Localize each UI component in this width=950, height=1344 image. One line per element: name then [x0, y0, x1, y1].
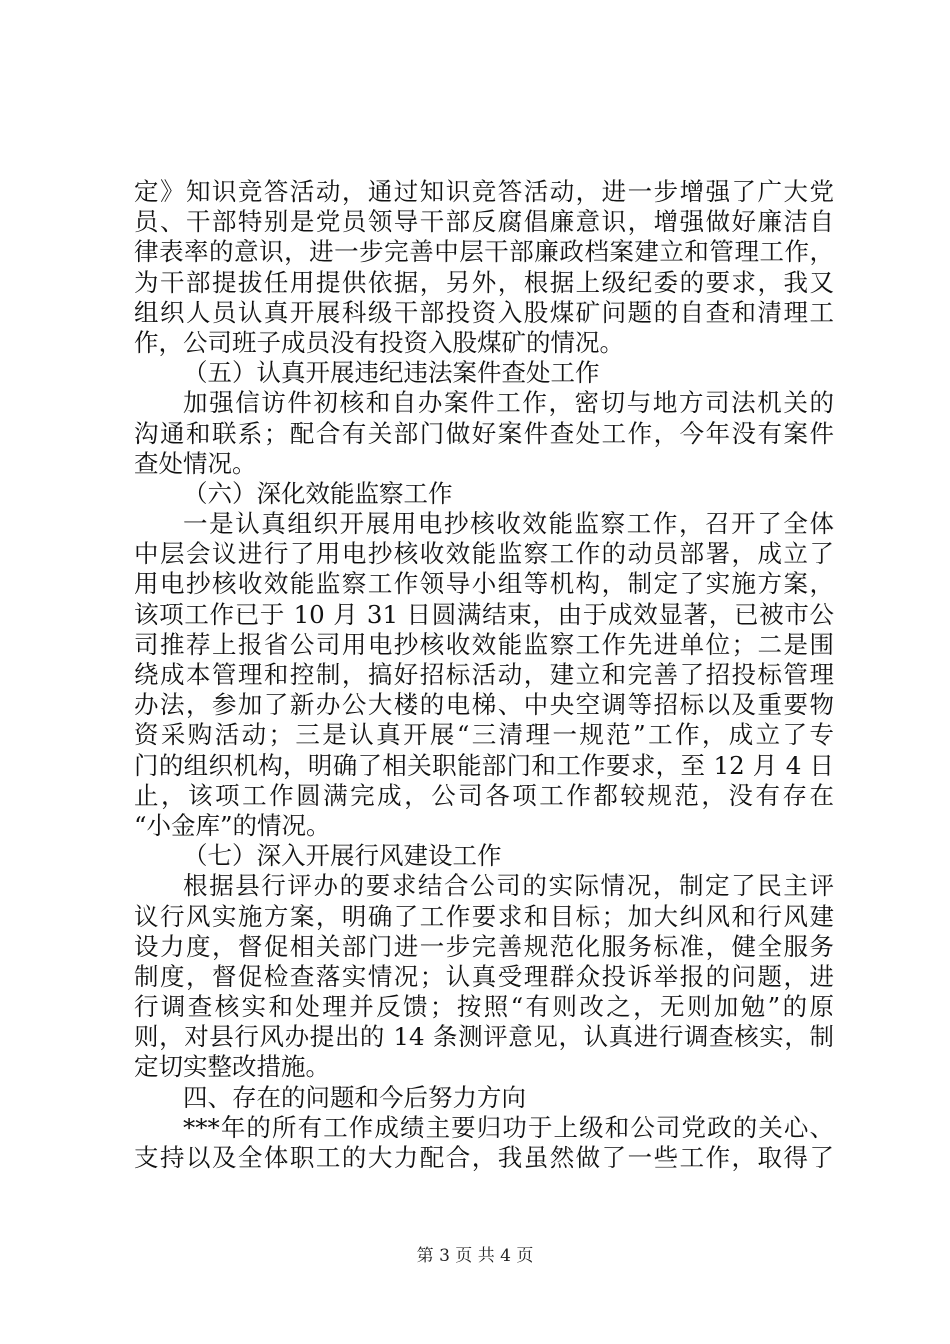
text-line: 绕成本管理和控制，搞好招标活动，建立和完善了招投标管理 — [134, 660, 834, 689]
text-line: 支持以及全体职工的大力配合，我虽然做了一些工作，取得了 — [134, 1143, 834, 1172]
text-line: 为干部提拔任用提供依据，另外，根据上级纪委的要求，我又 — [134, 267, 834, 297]
text-line: 员、干部特别是党员领导干部反腐倡廉意识，增强做好廉洁自 — [134, 207, 834, 237]
page-number-footer: 第 3 页 共 4 页 — [416, 1246, 534, 1266]
text-line: 议行风实施方案，明确了工作要求和目标；加大纠风和行风建 — [134, 901, 834, 931]
text-line: 沟通和联系；配合有关部门做好案件查处工作，今年没有案件 — [134, 418, 834, 448]
text-line: 资采购活动；三是认真开展“三清理一规范”工作，成立了专 — [134, 720, 834, 750]
text-line: 查处情况。 — [134, 448, 257, 478]
text-line: 制度，督促检查落实情况；认真受理群众投诉举报的问题，进 — [134, 961, 834, 991]
text-line: 定切实整改措施。 — [134, 1052, 330, 1082]
text-line: 作，公司班子成员没有投资入股煤矿的情况。 — [134, 327, 624, 357]
text-line: 行调查核实和处理并反馈；按照“有则改之，无则加勉”的原 — [134, 992, 834, 1022]
text-line: 组织人员认真开展科级干部投资入股煤矿问题的自查和清理工 — [134, 297, 834, 327]
section-heading: （七）深入开展行风建设工作 — [183, 841, 502, 871]
section-heading: （五）认真开展违纪违法案件查处工作 — [183, 358, 600, 388]
text-line: 定》知识竞答活动，通过知识竞答活动，进一步增强了广大党 — [134, 177, 834, 206]
text-line: “小金库”的情况。 — [134, 810, 331, 840]
text-line: 止，该项工作圆满完成，公司各项工作都较规范，没有存在 — [134, 780, 834, 810]
section-heading: 四、存在的问题和今后努力方向 — [183, 1082, 526, 1112]
text-line: 用电抄核收效能监察工作领导小组等机构，制定了实施方案， — [134, 569, 834, 599]
text-line: 根据县行评办的要求结合公司的实际情况，制定了民主评 — [183, 871, 834, 901]
text-line: 中层会议进行了用电抄核收效能监察工作的动员部署，成立了 — [134, 539, 834, 569]
text-line: 一是认真组织开展用电抄核收效能监察工作，召开了全体 — [183, 509, 834, 539]
text-line: 设力度，督促相关部门进一步完善规范化服务标准，健全服务 — [134, 931, 834, 961]
text-line: ***年的所有工作成绩主要归功于上级和公司党政的关心、 — [183, 1112, 834, 1142]
text-line: 司推荐上报省公司用电抄核收效能监察工作先进单位；二是围 — [134, 629, 834, 659]
text-line: 办法，参加了新办公大楼的电梯、中央空调等招标以及重要物 — [134, 690, 834, 720]
document-body — [134, 177, 834, 1173]
text-line: 该项工作已于 10 月 31 日圆满结束，由于成效显著，已被市公 — [134, 599, 834, 629]
text-line: 律表率的意识，进一步完善中层干部廉政档案建立和管理工作， — [134, 237, 834, 267]
text-line: 门的组织机构，明确了相关职能部门和工作要求，至 12 月 4 日 — [134, 750, 834, 780]
section-heading: （六）深化效能监察工作 — [183, 478, 453, 508]
text-line: 加强信访件初核和自办案件工作，密切与地方司法机关的 — [183, 388, 834, 418]
text-line: 则，对县行风办提出的 14 条测评意见，认真进行调查核实，制 — [134, 1022, 834, 1052]
